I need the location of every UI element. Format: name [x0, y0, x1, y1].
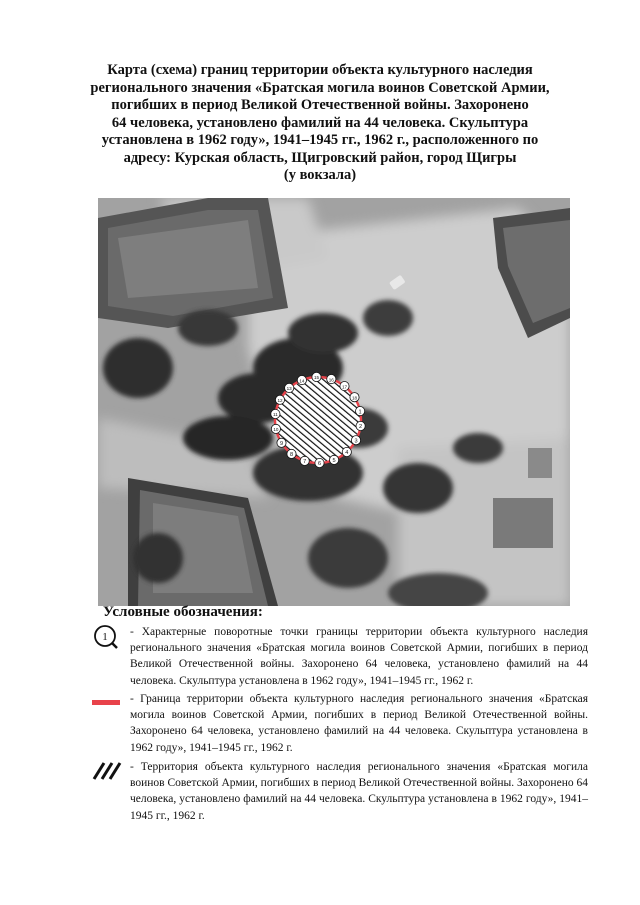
turning-point-label: 12: [277, 398, 283, 403]
turning-point-marker: [356, 421, 365, 430]
turning-point-label: 9: [279, 441, 284, 447]
turning-point-label: 13: [286, 386, 292, 392]
turning-point-marker: [312, 372, 321, 381]
turning-point-label: 16: [328, 377, 334, 383]
turning-point-marker: [342, 447, 351, 456]
turning-point-label: 4: [345, 450, 349, 457]
title-line: погибших в период Великой Отечественной войны. Захоронено: [111, 97, 529, 113]
turning-point-marker: [350, 393, 359, 402]
title-line: адресу: Курская область, Щигровский район, город Щигры: [123, 149, 517, 166]
turning-point-marker: [340, 382, 349, 391]
turning-point-marker: [330, 455, 339, 464]
turning-point-marker: [297, 376, 306, 385]
turning-point-label: 10: [273, 427, 279, 433]
turning-point-marker: [315, 458, 324, 467]
turning-point-marker: [351, 436, 360, 445]
turning-point-marker: [356, 407, 365, 416]
turning-point-marker: [271, 409, 280, 418]
title-line: Карта (схема) границ территории объекта культурного наследия: [107, 62, 533, 78]
turning-point-label: 11: [273, 412, 278, 418]
turning-point-label: 6: [317, 461, 322, 468]
turning-point-label: 17: [341, 384, 348, 390]
turning-point-label: 8: [289, 452, 294, 459]
svg-text:1: 1: [102, 631, 108, 643]
turning-point-label: 14: [299, 378, 305, 384]
turning-point-marker: [287, 449, 296, 458]
turning-point-label: 15: [313, 375, 320, 381]
turning-point-marker: [275, 395, 284, 404]
turning-point-marker: [277, 438, 286, 447]
turning-point-label: 2: [359, 424, 363, 431]
legend-heading: Условные обозначения:: [103, 604, 263, 620]
hatched-territory-symbol: [92, 759, 124, 783]
turning-point-label: 7: [303, 459, 307, 466]
title-line: (у вокзала): [283, 167, 357, 183]
turning-point-marker: [300, 456, 309, 465]
turning-point-marker: [327, 375, 336, 384]
legend-text-turning-point: - Характерные поворотные точки границы территории объекта культурного наследия регионального значения «Братская могила воинов Советской Армии, погибших в период Великой Отечественной войны. Захоронено 64 человека, установлено фамилий на 44 человека. Скульптура установлена в 1962 году», 1941–1945 гг., 1962 г.: [130, 626, 588, 687]
turning-point-symbol: [92, 624, 124, 648]
title-line: 64 человека, установлено фамилий на 44 человека. Скульптура: [111, 114, 529, 131]
turning-point-label: 3: [354, 438, 358, 445]
map-title: [70, 62, 570, 185]
title-line: установлена в 1962 году», 1941–1945 гг., 1962 г., расположенного по: [101, 132, 539, 148]
satellite-map: [98, 198, 570, 606]
title-line: регионального значения «Братская могила воинов Советской Армии,: [90, 79, 550, 96]
turning-point-label: 5: [332, 458, 336, 465]
boundary-line-symbol: [92, 691, 124, 715]
turning-point-label: 18: [351, 395, 358, 401]
turning-point-marker: [271, 424, 280, 433]
legend-text-territory: - Территория объекта культурного наследия регионального значения «Братская могила воинов Советской Армии, погибших в период Великой Отечественной войны. Захоронено 64 человека, установлено фамилий на 44 человека. Скульптура установлена в 1962 году», 1941–1945 гг., 1962 г.: [130, 761, 588, 822]
legend-text-boundary: - Граница территории объекта культурного наследия регионального значения «Братская могила воинов Советской Армии, погибших в период Великой Отечественной войны. Захоронено 64 человека, установлено фамилий на 44 человека. Скульптура установлена в 1962 году», 1941–1945 гг., 1962 г.: [130, 693, 588, 754]
turning-point-label: 1: [358, 409, 362, 416]
turning-point-marker: [285, 383, 294, 392]
